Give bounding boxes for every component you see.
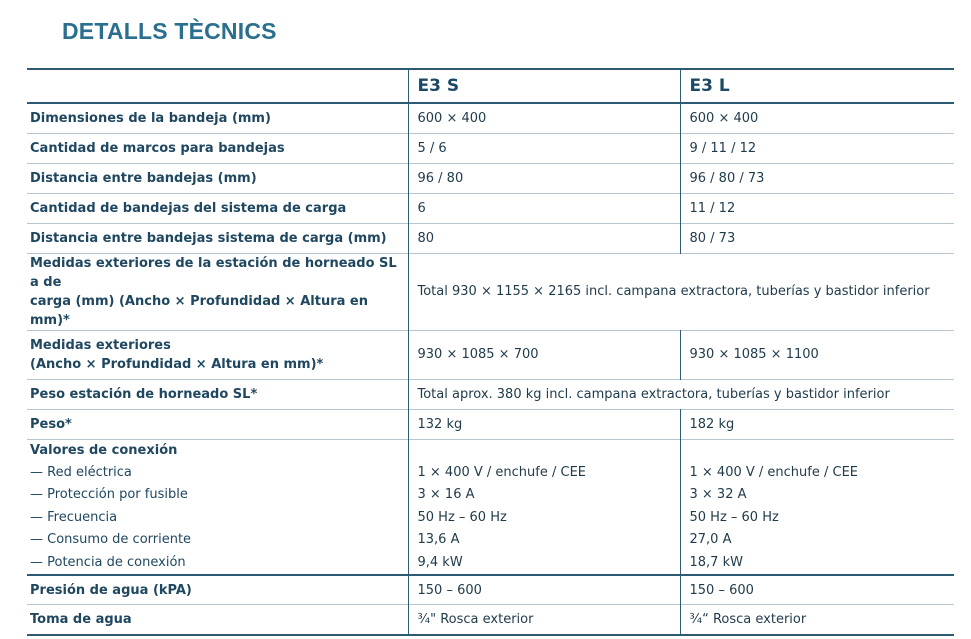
cell-e3l <box>680 439 954 575</box>
connection-value: 3 × 32 A <box>689 487 747 503</box>
cell-e3s: 930 × 1085 × 700 <box>408 330 680 379</box>
table-row <box>27 409 954 439</box>
row-label: Dimensiones de la bandeja (mm) <box>30 110 271 126</box>
row-label <box>27 253 408 330</box>
table-row <box>27 163 954 193</box>
header-e3s: E3 S <box>408 69 680 103</box>
cell-e3l: 930 × 1085 × 1100 <box>680 330 954 379</box>
connection-value: 50 Hz – 60 Hz <box>689 509 779 525</box>
table-row <box>27 379 954 409</box>
connection-value: 3 × 16 A <box>417 487 475 503</box>
table-row <box>27 439 954 575</box>
row-label: Cantidad de bandejas del sistema de carga <box>30 200 347 216</box>
row-label-line: Medidas exteriores <box>30 337 171 353</box>
connection-value: 13,6 A <box>417 532 460 548</box>
cell-e3l: 600 × 400 <box>680 103 954 133</box>
connection-value: 50 Hz – 60 Hz <box>417 509 507 525</box>
cell-e3l: 96 / 80 / 73 <box>680 163 954 193</box>
cell-e3l: 182 kg <box>680 409 954 439</box>
connection-sub-label: — Frecuencia <box>30 509 118 525</box>
cell-e3s: 132 kg <box>408 409 680 439</box>
row-label: Cantidad de marcos para bandejas <box>30 140 285 156</box>
table-header-row <box>27 69 954 103</box>
row-label-line: carga (mm) (Ancho × Profundidad × Altura en mm)* <box>30 293 368 328</box>
specs-table <box>27 68 954 636</box>
row-label: Distancia entre bandejas sistema de carga (mm) <box>30 230 387 246</box>
cell-e3s: 5 / 6 <box>408 133 680 163</box>
row-label <box>27 439 408 575</box>
cell-merged: Total aprox. 380 kg incl. campana extractora, tuberías y bastidor inferior <box>408 379 954 409</box>
cell-e3l: 11 / 12 <box>680 193 954 223</box>
cell-e3l: 9 / 11 / 12 <box>680 133 954 163</box>
row-label-line: Medidas exteriores de la estación de horneado SL a de <box>30 255 397 290</box>
cell-e3s: 6 <box>408 193 680 223</box>
cell-e3s: 150 – 600 <box>408 575 680 605</box>
connection-value: 9,4 kW <box>417 554 463 570</box>
cell-e3l: 150 – 600 <box>680 575 954 605</box>
cell-e3l: 80 / 73 <box>680 223 954 253</box>
connection-value: 18,7 kW <box>689 554 743 570</box>
cell-e3s <box>408 439 680 575</box>
header-e3l: E3 L <box>680 69 954 103</box>
connection-sub-label: — Red eléctrica <box>30 464 132 480</box>
cell-e3l: ¾“ Rosca exterior <box>680 605 954 635</box>
table-row <box>27 193 954 223</box>
connection-value: 27,0 A <box>689 532 732 548</box>
cell-e3s: 80 <box>408 223 680 253</box>
row-label: Peso estación de horneado SL* <box>30 386 258 402</box>
header-empty <box>27 69 408 103</box>
cell-merged: Total 930 × 1155 × 2165 incl. campana extractora, tuberías y bastidor inferior <box>408 253 954 330</box>
table-row <box>27 575 954 605</box>
row-label: Peso* <box>30 416 72 432</box>
connection-heading: Valores de conexión <box>30 442 178 458</box>
cell-e3s: ¾" Rosca exterior <box>408 605 680 635</box>
cell-e3s: 600 × 400 <box>408 103 680 133</box>
table-row <box>27 253 954 330</box>
row-label: Presión de agua (kPA) <box>30 582 192 598</box>
row-label: Distancia entre bandejas (mm) <box>30 170 257 186</box>
table-row <box>27 133 954 163</box>
row-label-line: (Ancho × Profundidad × Altura en mm)* <box>30 356 324 372</box>
connection-sub-label: — Consumo de corriente <box>30 532 192 548</box>
page-title: DETALLS TÈCNICS <box>62 18 277 44</box>
row-label <box>27 330 408 379</box>
table-row <box>27 103 954 133</box>
table-row <box>27 223 954 253</box>
table-row <box>27 605 954 635</box>
table-row <box>27 330 954 379</box>
connection-value: 1 × 400 V / enchufe / CEE <box>689 464 858 480</box>
connection-sub-label: — Potencia de conexión <box>30 554 186 570</box>
connection-sub-label: — Protección por fusible <box>30 487 188 503</box>
connection-value: 1 × 400 V / enchufe / CEE <box>417 464 586 480</box>
row-label: Toma de agua <box>30 612 132 628</box>
cell-e3s: 96 / 80 <box>408 163 680 193</box>
